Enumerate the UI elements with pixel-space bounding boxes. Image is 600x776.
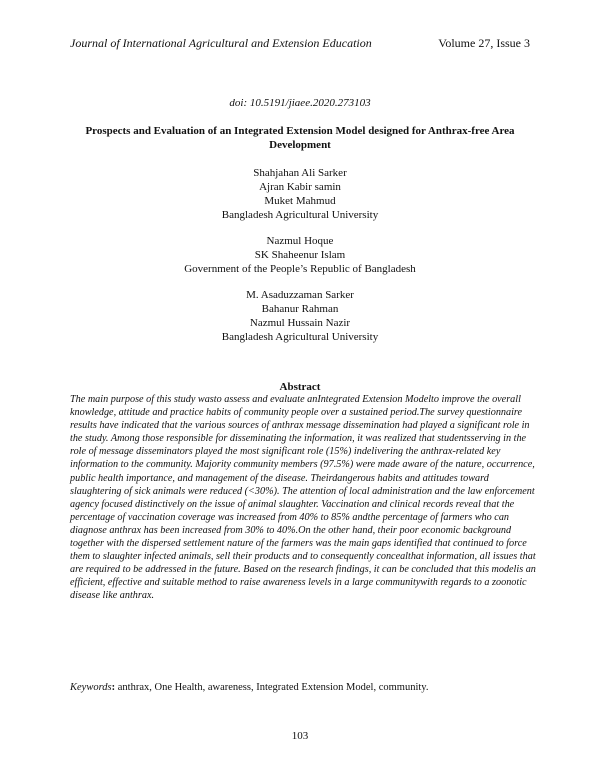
author-affiliation: Government of the People’s Republic of Bangladesh	[184, 263, 416, 275]
author-group-2	[0, 234, 600, 276]
journal-name: Journal of International Agricultural and Extension Education	[70, 36, 372, 50]
author-affiliation: Bangladesh Agricultural University	[221, 331, 379, 343]
author-name: Bahanur Rahman	[261, 303, 339, 315]
keywords-text: anthrax, One Health, awareness, Integrated Extension Model, community.	[115, 682, 429, 693]
keywords-line	[70, 682, 540, 693]
keywords-colon: :	[111, 682, 116, 693]
author-group-1	[0, 166, 600, 222]
author-name: Nazmul Hussain Nazir	[249, 317, 351, 329]
doi: doi: 10.5191/jiaee.2020.273103	[229, 97, 371, 109]
author-group-3	[0, 288, 600, 344]
author-name: M. Asaduzzaman Sarker	[246, 289, 354, 301]
page-number: 103	[291, 730, 309, 742]
author-name: Muket Mahmud	[264, 195, 336, 207]
paper-title: Prospects and Evaluation of an Integrated Extension Model designed for Anthrax-free Area Development	[85, 125, 515, 151]
abstract-text: The main purpose of this study wasto assess and evaluate anIntegrated Extension Modelto improve the overall knowledge, attitude and practice habits of community people over a sustained period.The survey questionnaire results have indicated that the various sources of anthrax message dissemination had played a significant role in the study. Among those responsible for disseminating the information, it was realized that studentsserving in the role of message disseminators played the most significant role (15%) indelivering the anthrax-related key information to the community. Majority community members (97.5%) were made aware of the nature, occurrence, public health importance, and management of the disease. Theirdangerous habits and attitudes toward slaughtering of sick animals were reduced (<30%). The attention of local administration and the law enforcement agency focused distinctively on the issue of animal slaughter. Vaccination and clinical records reveal that the percentage of vaccination coverage was increased from 40% to 85% andthe percentage of farmers who can diagnose anthrax has been increased from 30% to 40%.On the other hand, their poor economic background together with the dispersed settlement nature of the farmers was the main gaps identified that continued to force them to slaughter infected animals, sell their products and to consequently concealthat information, all issues that are required to be addressed in the future. Based on the research findings, it can be concluded that this modelis an efficient, effective and suitable method to raise awareness levels in a large communitywith regards to a zoonotic disease like anthrax.	[70, 394, 536, 602]
abstract-heading: Abstract	[279, 381, 321, 393]
author-name: Ajran Kabir samin	[259, 181, 341, 193]
author-name: Nazmul Hoque	[266, 235, 334, 247]
author-name: SK Shaheenur Islam	[254, 249, 346, 261]
running-header	[70, 36, 530, 51]
author-affiliation: Bangladesh Agricultural University	[221, 209, 379, 221]
volume-issue: Volume 27, Issue 3	[438, 36, 530, 50]
author-name: Shahjahan Ali Sarker	[253, 167, 347, 179]
keywords-label: Keywords	[70, 682, 112, 693]
